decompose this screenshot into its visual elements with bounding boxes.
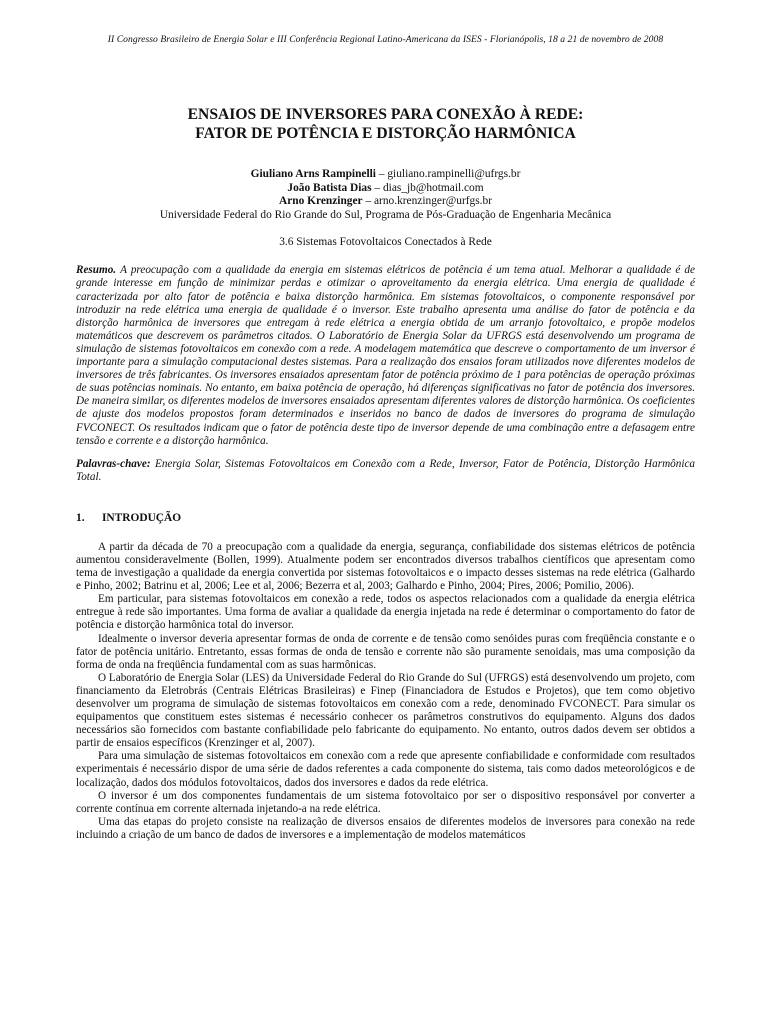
keywords: [76, 458, 695, 484]
paragraph: Em particular, para sistemas fotovoltaicos em conexão a rede, todos os aspectos relacionados com a qualidade da energia elétrica entregue à rede são importantes. Uma forma de avaliar a qualidade da energia injetada na rede é determinar o comportamento do fator de potência e distorção harmônica total do inversor.: [76, 593, 695, 632]
keywords-label: Palavras-chave:: [76, 457, 151, 470]
paper-title: [76, 105, 695, 143]
paragraph: Para uma simulação de sistemas fotovoltaicos em conexão com a rede que apresente confiabilidade e conformidade com resultados experimentais é necessário dispor de uma série de dados referentes a cada componente do sistema, tais como dados meteorológicos e de localização, dados dos módulos fotovoltaicos, dados dos inversores e dados da rede elétrica.: [76, 750, 695, 789]
author-line: [76, 182, 695, 196]
paragraph: O inversor é um dos componentes fundamentais de um sistema fotovoltaico por ser o dispositivo responsável por converter a corrente contínua em corrente alternada injetando-a na rede elétrica.: [76, 789, 695, 815]
author-block: [76, 168, 695, 222]
paragraph: A partir da década de 70 a preocupação com a qualidade da energia, segurança, confiabilidade dos sistemas elétricos de potência aumentou consideravelmente (Bollen, 1999). Atualmente podem ser encontrados diversos trabalhos científicos que apresentam como tema de investigação a qualidade da energia convertida por sistemas fotovoltaicos e o impacto desses sistemas na rede elétrica (Galhardo e Pinho, 2002; Batrinu et al, 2006; Lee et al, 2006; Bezerra et al, 2003; Galhardo e Pinho, 2004; Pires, 2006; Pomilio, 2006).: [76, 540, 695, 593]
author-email: giuliano.rampinelli@ufrgs.br: [387, 168, 521, 180]
running-header: II Congresso Brasileiro de Energia Solar e III Conferência Regional Latino-Americana da ISES - Florianópolis, 18 a 21 de novembro de 2008: [107, 34, 664, 45]
paragraph: Uma das etapas do projeto consiste na realização de diversos ensaios de diferentes modelos de inversores para conexão na rede incluindo a criação de um banco de dados de inversores e a implementação de modelos matemáticos: [76, 815, 695, 841]
author-separator: –: [371, 181, 383, 194]
section-body: [76, 541, 695, 842]
title-line-2: FATOR DE POTÊNCIA E DISTORÇÃO HARMÔNICA: [195, 125, 576, 142]
title-line-1: ENSAIOS DE INVERSORES PARA CONEXÃO À REDE:: [187, 106, 584, 123]
author-name: João Batista Dias: [287, 181, 372, 194]
paragraph: O Laboratório de Energia Solar (LES) da Universidade Federal do Rio Grande do Sul (UFRGS) está desenvolvendo um projeto, com financiamento da Eletrobrás (Centrais Elétricas Brasileiras) e Finep (Financiadora de Estudos e Projetos), que tem como objetivo desenvolver um programa de simulação de sistemas fotovoltaicos em conexão com a rede, denominado FVCONECT. Para simular os equipamentos que constituem estes sistemas é necessário conhecer os parâmetros construtivos do equipamento. Alguns dos dados necessários são fornecidos com bastante confiabilidade pelo fabricante do equipamento. No entanto, outros dados devem ser obtidos a partir de ensaios específicos (Krenzinger et al, 2007).: [76, 671, 695, 750]
author-email: dias_jb@hotmail.com: [382, 181, 484, 194]
author-name: Arno Krenzinger: [278, 195, 363, 208]
topic-area: 3.6 Sistemas Fotovoltaicos Conectados à Rede: [279, 236, 492, 249]
section-number: 1.: [76, 511, 85, 524]
abstract-text: A preocupação com a qualidade da energia em sistemas elétricos de potência é um tema atual. Melhorar a qualidade é de grande interesse em função de minimizar perdas e otimizar o aproveitamento da energia elétrica. Uma energia de qualidade é caracterizada por alto fator de potência e baixa distorção harmônica. Em sistemas fotovoltaicos, o componente responsável por introduzir na rede elétrica uma energia de qualidade é o inversor. Este trabalho apresenta uma análise do fator de potência e da distorção harmônica de inversores que entregam à rede elétrica a energia obtida de um arranjo fotovoltaico, e propõe modelos matemáticos que descrevem os parâmetros citados. O Laboratório de Energia Solar da UFRGS está desenvolvendo um programa de simulação de sistemas fotovoltaicos em conexão com a rede. A modelagem matemática que descreve o comportamento de um inversor é importante para a simulação computacional destes sistemas. Para a realização dos ensaios foram utilizados nove diferentes modelos de inversores de três fabricantes. Os inversores ensaiados apresentam fator de potência próximo de 1 para potências de operação próximas de suas potências nominais. No entanto, em baixa potência de operação, há diferenças significativas no fator de potência dos inversores. De maneira similar, os diferentes modelos de inversores ensaiados apresentam diferentes valores de distorção harmônica. Os coeficientes de ajuste dos modelos propostos foram determinados e inseridos no banco de dados de inversores do programa de simulação FVCONECT. Os resultados indicam que o fator de potência deste tipo de inversor depende de uma combinação entre a defasagem entre tensão e corrente e a distorção harmônica.: [76, 264, 695, 447]
author-line: [76, 195, 695, 209]
keywords-text: Energia Solar, Sistemas Fotovoltaicos em Conexão com a Rede, Inversor, Fator de Potência, Distorção Harmônica Total.: [76, 457, 696, 483]
author-separator: –: [362, 195, 374, 208]
author-separator: –: [375, 168, 388, 180]
author-name: Giuliano Arns Rampinelli: [250, 168, 376, 180]
abstract: [76, 264, 695, 447]
author-email: arno.krenzinger@urfgs.br: [373, 195, 493, 208]
section-title: INTRODUÇÃO: [102, 511, 182, 524]
abstract-label: Resumo.: [76, 264, 117, 277]
author-line: [76, 168, 695, 182]
paragraph: Idealmente o inversor deveria apresentar formas de onda de corrente e de tensão como senóides puras com freqüência constante e o fator de potência unitário. Entretanto, essas formas de onda de tensão e corrente não são puramente senoidais, mas uma composição da forma de onda na freqüência fundamental com as suas harmônicas.: [76, 632, 695, 671]
affiliation: Universidade Federal do Rio Grande do Sul, Programa de Pós-Graduação de Engenharia Mecânica: [159, 208, 612, 221]
section-heading: [76, 512, 695, 524]
